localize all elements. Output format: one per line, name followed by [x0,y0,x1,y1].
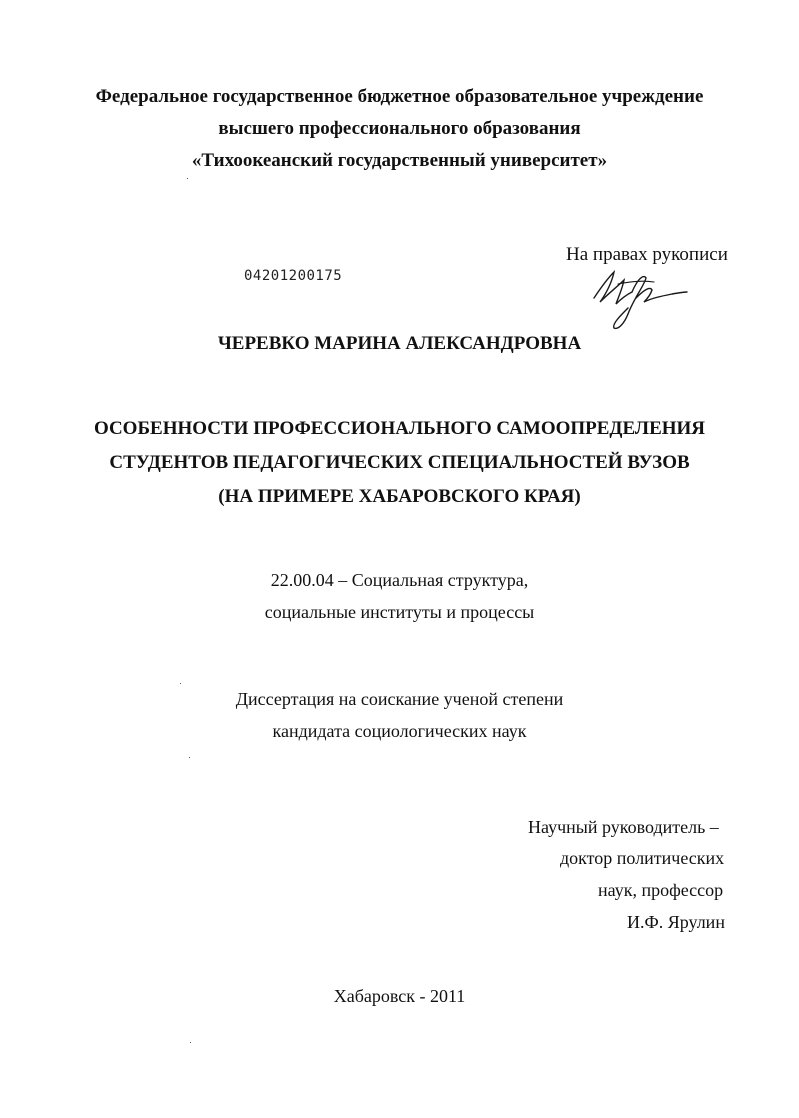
supervisor-line-2: доктор политических [560,848,725,868]
supervisor-line-3: наук, профессор [598,880,724,900]
specialty-line-1: 22.00.04 – Социальная структура, [270,570,529,590]
scan-speck [189,757,190,758]
institution-line-3: «Тихоокеанский государственный университет» [191,150,608,171]
signature [588,268,688,334]
scan-speck [180,683,181,684]
title-line-1: ОСОБЕННОСТИ ПРОФЕССИОНАЛЬНОГО САМООПРЕДЕЛЕНИЯ [93,418,706,439]
author-name: ЧЕРЕВКО МАРИНА АЛЕКСАНДРОВНА [217,333,582,354]
title-line-2: СТУДЕНТОВ ПЕДАГОГИЧЕСКИХ СПЕЦИАЛЬНОСТЕЙ ВУЗОВ [109,452,690,473]
supervisor-line-4: И.Ф. Ярулин [627,912,725,932]
degree-line-1: Диссертация на соискание ученой степени [235,689,564,709]
serial-number: 04201200175 [244,268,343,284]
supervisor-line-1: Научный руководитель – [528,817,719,837]
place-year: Хабаровск - 2011 [333,986,466,1006]
manuscript-note: На правах рукописи [566,244,728,265]
specialty-line-2: социальные институты и процессы [264,602,535,622]
scan-speck [190,1042,191,1043]
scan-speck [187,178,188,179]
degree-line-2: кандидата социологических наук [272,721,527,741]
title-line-3: (НА ПРИМЕРЕ ХАБАРОВСКОГО КРАЯ) [218,486,581,507]
institution-line-1: Федеральное государственное бюджетное образовательное учреждение [95,86,704,107]
institution-line-2: высшего профессионального образования [218,118,581,139]
